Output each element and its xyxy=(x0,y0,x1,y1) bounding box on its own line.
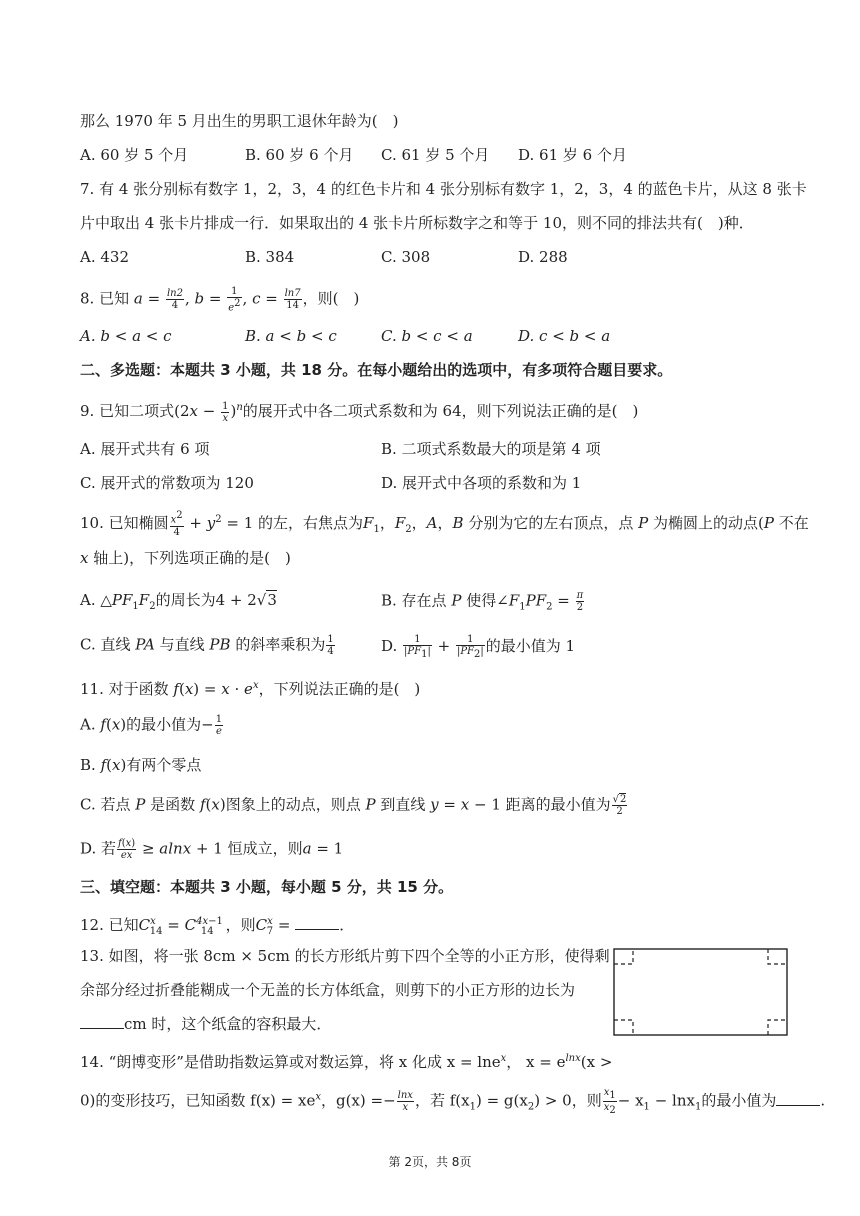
q7-option-d: D. 288 xyxy=(518,248,568,266)
q12-stem: 12. 已知$C^x_{14} = C^{4x-1}_{14}$ ，则$C^x_7$ = ． xyxy=(80,916,355,937)
q10-stem-line2: x 轴上)，下列选项正确的是( ) xyxy=(80,549,291,567)
q9-stem: 9. 已知二项式(2x − $\frac{1}{x}$ )$^n$的展开式中各二项式系数和为 64，则下列说法正确的是( ) xyxy=(80,400,639,424)
q8-option-a: A. b < a < c xyxy=(80,327,172,345)
paper-cut-figure xyxy=(613,948,788,1036)
q6-option-c: C. 61 岁 5 个月 xyxy=(381,146,490,164)
q7-option-c: C. 308 xyxy=(381,248,431,266)
q12-answer-blank xyxy=(295,915,339,930)
q10-option-b: B. 存在点 P 使得$\angle F_1PF_2$ = $\frac{\pi}{2}$ xyxy=(381,590,584,613)
section-2-heading: 二、多选题：本题共 3 小题，共 18 分。在每小题给出的选项中，有多项符合题目要求。 xyxy=(80,361,673,379)
q11-option-a: A. f(x)的最小值为− $\frac{1}{e}$ xyxy=(80,714,223,737)
q11-option-c: C. 若点 P 是函数 f(x)图象上的动点，则点 P 到直线 y = x − 1 距离的最小值为 $\frac{√2}{2}$ xyxy=(80,794,627,817)
q7-line1: 7. 有 4 张分别标有数字 1，2，3，4 的红色卡片和 4 张分别标有数字 1，2，3，4 的蓝色卡片，从这 8 张卡 xyxy=(80,180,807,198)
q8-stem: 8. 已知 a = $\frac{\ln 2}{4}$ , b = $\frac{1}{e^2}$ , c = $\frac{\ln 7}{14}$ ，则( ) xyxy=(80,286,360,314)
q6-option-d: D. 61 岁 6 个月 xyxy=(518,146,627,164)
q13-line2: 余部分经过折叠能糊成一个无盖的长方体纸盒，则剪下的小正方形的边长为 xyxy=(80,981,576,999)
section-3-heading: 三、填空题：本题共 3 小题，每小题 5 分，共 15 分。 xyxy=(80,878,454,896)
q13-answer-blank xyxy=(80,1014,124,1029)
q7-option-a: A. 432 xyxy=(80,248,129,266)
page-footer: 第 2页，共 8页 xyxy=(388,1155,472,1169)
q9-option-a: A. 展开式共有 6 项 xyxy=(80,440,210,458)
q14-line1: 14. “朗博变形”是借助指数运算或对数运算，将 x 化成 x = lne$^x$， $x = e^{lnx}(x$ > xyxy=(80,1053,613,1071)
q14-line2: 0)的变形技巧，已知函数 $f(x) = xe^x$，g(x) =− $\frac{\ln x}{x}$ ，若 $f(x_1) = g(x_2) > 0$，则 $\frac{x_1}{x_2}$ − $x_1 - \ln x_1$的最小值为 . xyxy=(80,1087,826,1116)
q8-option-d: D. c < b < a xyxy=(518,327,611,345)
q7-option-b: B. 384 xyxy=(245,248,295,266)
q8-option-c: C. b < c < a xyxy=(381,327,473,345)
q9-option-b: B. 二项式系数最大的项是第 4 项 xyxy=(381,440,601,458)
q13-line3: cm 时，这个纸盒的容积最大． xyxy=(80,1014,331,1034)
q10-option-a: A. $\triangle PF_1F_2$的周长为4 + 2√3 xyxy=(80,591,277,612)
q8-option-b: B. a < b < c xyxy=(245,327,337,345)
q9-option-d: D. 展开式中各项的系数和为 1 xyxy=(381,474,582,492)
q10-option-c: C. 直线 PA 与直线 PB 的斜率乘积为 $\frac{1}{4}$ xyxy=(80,634,334,657)
q7-line2: 片中取出 4 张卡片排成一行．如果取出的 4 张卡片所标数字之和等于 10，则不同的排法共有( )种． xyxy=(80,214,754,232)
q10-stem-line1: 10. 已知椭圆 $\frac{x^2}{4}$ + $y^2 = 1$ 的左，右焦点为$F_1$，$F_2$，A，B 分别为它的左右顶点，点 P 为椭圆上的动点(P 不在 xyxy=(80,510,809,538)
q11-stem: 11. 对于函数 $f(x) = x \cdot e^x$，下列说法正确的是( ) xyxy=(80,680,421,698)
q13-line1: 13. 如图，将一张 8cm × 5cm 的长方形纸片剪下四个全等的小正方形，使得剩 xyxy=(80,947,610,965)
q11-option-b: B. f(x)有两个零点 xyxy=(80,756,202,774)
q6-option-a: A. 60 岁 5 个月 xyxy=(80,146,189,164)
q11-option-d: D. 若 $\frac{f(x)}{ex}$ ≥ alnx + 1 恒成立，则a = 1 xyxy=(80,838,344,861)
q9-option-c: C. 展开式的常数项为 120 xyxy=(80,474,254,492)
q10-option-d: D. $\frac{1}{|PF_1|}$ + $\frac{1}{|PF_2|}$ 的最小值为 1 xyxy=(381,634,576,660)
q14-answer-blank xyxy=(776,1091,820,1106)
q6-option-b: B. 60 岁 6 个月 xyxy=(245,146,354,164)
q6-tail: 那么 1970 年 5 月出生的男职工退休年龄为( ) xyxy=(80,112,399,130)
